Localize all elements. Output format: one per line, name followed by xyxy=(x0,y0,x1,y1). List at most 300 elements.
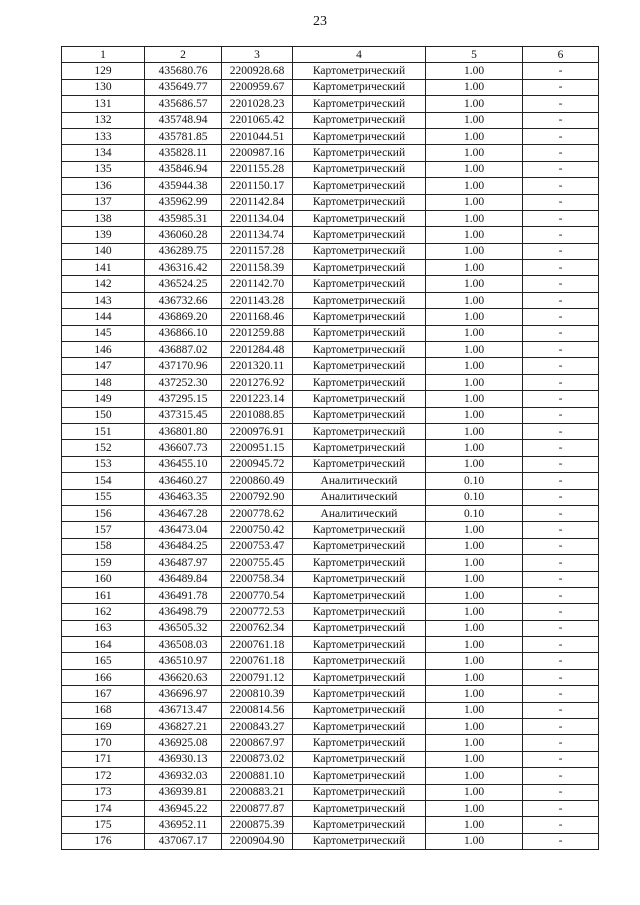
y-coordinate-cell: 2200791.12 xyxy=(222,669,293,685)
y-coordinate-cell: 2200987.16 xyxy=(222,145,293,161)
note-cell: - xyxy=(523,96,599,112)
point-number-cell: 160 xyxy=(62,571,145,587)
y-coordinate-cell: 2201142.84 xyxy=(222,194,293,210)
column-header: 2 xyxy=(145,47,222,63)
x-coordinate-cell: 436498.79 xyxy=(145,604,222,620)
accuracy-cell: 1.00 xyxy=(426,571,523,587)
accuracy-cell: 1.00 xyxy=(426,538,523,554)
table-row xyxy=(62,719,599,735)
y-coordinate-cell: 2200875.39 xyxy=(222,817,293,833)
x-coordinate-cell: 436489.84 xyxy=(145,571,222,587)
point-number-cell: 139 xyxy=(62,227,145,243)
y-coordinate-cell: 2201168.46 xyxy=(222,309,293,325)
table-row xyxy=(62,522,599,538)
x-coordinate-cell: 436289.75 xyxy=(145,243,222,259)
point-number-cell: 171 xyxy=(62,751,145,767)
note-cell: - xyxy=(523,505,599,521)
point-number-cell: 165 xyxy=(62,653,145,669)
table-row xyxy=(62,210,599,226)
note-cell: - xyxy=(523,817,599,833)
note-cell: - xyxy=(523,243,599,259)
method-cell: Картометрический xyxy=(293,669,426,685)
note-cell: - xyxy=(523,751,599,767)
x-coordinate-cell: 436484.25 xyxy=(145,538,222,554)
method-cell: Картометрический xyxy=(293,784,426,800)
method-cell: Аналитический xyxy=(293,473,426,489)
x-coordinate-cell: 436467.28 xyxy=(145,505,222,521)
y-coordinate-cell: 2200945.72 xyxy=(222,456,293,472)
point-number-cell: 167 xyxy=(62,686,145,702)
x-coordinate-cell: 436473.04 xyxy=(145,522,222,538)
method-cell: Картометрический xyxy=(293,145,426,161)
point-number-cell: 162 xyxy=(62,604,145,620)
accuracy-cell: 1.00 xyxy=(426,751,523,767)
method-cell: Картометрический xyxy=(293,227,426,243)
method-cell: Картометрический xyxy=(293,833,426,849)
accuracy-cell: 1.00 xyxy=(426,719,523,735)
point-number-cell: 163 xyxy=(62,620,145,636)
table-row xyxy=(62,784,599,800)
accuracy-cell: 1.00 xyxy=(426,702,523,718)
table-row xyxy=(62,96,599,112)
accuracy-cell: 0.10 xyxy=(426,473,523,489)
table-row xyxy=(62,63,599,79)
method-cell: Картометрический xyxy=(293,63,426,79)
point-number-cell: 137 xyxy=(62,194,145,210)
accuracy-cell: 1.00 xyxy=(426,735,523,751)
point-number-cell: 132 xyxy=(62,112,145,128)
header-row xyxy=(62,47,599,63)
method-cell: Картометрический xyxy=(293,342,426,358)
point-number-cell: 131 xyxy=(62,96,145,112)
y-coordinate-cell: 2201150.17 xyxy=(222,178,293,194)
y-coordinate-cell: 2200762.34 xyxy=(222,620,293,636)
point-number-cell: 138 xyxy=(62,210,145,226)
method-cell: Картометрический xyxy=(293,79,426,95)
accuracy-cell: 1.00 xyxy=(426,309,523,325)
accuracy-cell: 1.00 xyxy=(426,79,523,95)
accuracy-cell: 1.00 xyxy=(426,276,523,292)
x-coordinate-cell: 436930.13 xyxy=(145,751,222,767)
table-row xyxy=(62,751,599,767)
note-cell: - xyxy=(523,309,599,325)
table-row xyxy=(62,735,599,751)
table-row xyxy=(62,309,599,325)
point-number-cell: 152 xyxy=(62,440,145,456)
accuracy-cell: 0.10 xyxy=(426,505,523,521)
x-coordinate-cell: 435846.94 xyxy=(145,161,222,177)
note-cell: - xyxy=(523,374,599,390)
point-number-cell: 151 xyxy=(62,423,145,439)
point-number-cell: 145 xyxy=(62,325,145,341)
x-coordinate-cell: 437315.45 xyxy=(145,407,222,423)
x-coordinate-cell: 435649.77 xyxy=(145,79,222,95)
note-cell: - xyxy=(523,391,599,407)
note-cell: - xyxy=(523,555,599,571)
table-row xyxy=(62,456,599,472)
note-cell: - xyxy=(523,440,599,456)
accuracy-cell: 1.00 xyxy=(426,456,523,472)
point-number-cell: 176 xyxy=(62,833,145,849)
x-coordinate-cell: 435962.99 xyxy=(145,194,222,210)
table-row xyxy=(62,800,599,816)
accuracy-cell: 1.00 xyxy=(426,669,523,685)
method-cell: Картометрический xyxy=(293,735,426,751)
method-cell: Картометрический xyxy=(293,702,426,718)
y-coordinate-cell: 2201276.92 xyxy=(222,374,293,390)
note-cell: - xyxy=(523,161,599,177)
y-coordinate-cell: 2201134.04 xyxy=(222,210,293,226)
table-row xyxy=(62,538,599,554)
point-number-cell: 173 xyxy=(62,784,145,800)
accuracy-cell: 0.10 xyxy=(426,489,523,505)
note-cell: - xyxy=(523,768,599,784)
accuracy-cell: 1.00 xyxy=(426,555,523,571)
note-cell: - xyxy=(523,784,599,800)
y-coordinate-cell: 2200750.42 xyxy=(222,522,293,538)
note-cell: - xyxy=(523,473,599,489)
point-number-cell: 135 xyxy=(62,161,145,177)
note-cell: - xyxy=(523,276,599,292)
note-cell: - xyxy=(523,407,599,423)
point-number-cell: 170 xyxy=(62,735,145,751)
method-cell: Картометрический xyxy=(293,260,426,276)
table-row xyxy=(62,587,599,603)
method-cell: Картометрический xyxy=(293,358,426,374)
accuracy-cell: 1.00 xyxy=(426,604,523,620)
point-number-cell: 134 xyxy=(62,145,145,161)
note-cell: - xyxy=(523,178,599,194)
note-cell: - xyxy=(523,489,599,505)
table-row xyxy=(62,292,599,308)
note-cell: - xyxy=(523,686,599,702)
x-coordinate-cell: 437252.30 xyxy=(145,374,222,390)
y-coordinate-cell: 2201158.39 xyxy=(222,260,293,276)
point-number-cell: 136 xyxy=(62,178,145,194)
accuracy-cell: 1.00 xyxy=(426,522,523,538)
accuracy-cell: 1.00 xyxy=(426,587,523,603)
y-coordinate-cell: 2200881.10 xyxy=(222,768,293,784)
method-cell: Картометрический xyxy=(293,276,426,292)
accuracy-cell: 1.00 xyxy=(426,800,523,816)
accuracy-cell: 1.00 xyxy=(426,358,523,374)
point-number-cell: 155 xyxy=(62,489,145,505)
x-coordinate-cell: 436508.03 xyxy=(145,637,222,653)
y-coordinate-cell: 2200928.68 xyxy=(222,63,293,79)
point-number-cell: 164 xyxy=(62,637,145,653)
table-row xyxy=(62,325,599,341)
method-cell: Картометрический xyxy=(293,817,426,833)
note-cell: - xyxy=(523,292,599,308)
table-row xyxy=(62,342,599,358)
note-cell: - xyxy=(523,637,599,653)
accuracy-cell: 1.00 xyxy=(426,833,523,849)
table-row xyxy=(62,637,599,653)
point-number-cell: 150 xyxy=(62,407,145,423)
note-cell: - xyxy=(523,79,599,95)
table-row xyxy=(62,440,599,456)
method-cell: Картометрический xyxy=(293,653,426,669)
y-coordinate-cell: 2201143.28 xyxy=(222,292,293,308)
table-row xyxy=(62,79,599,95)
method-cell: Картометрический xyxy=(293,407,426,423)
method-cell: Картометрический xyxy=(293,587,426,603)
y-coordinate-cell: 2200951.15 xyxy=(222,440,293,456)
accuracy-cell: 1.00 xyxy=(426,817,523,833)
table-row xyxy=(62,653,599,669)
note-cell: - xyxy=(523,571,599,587)
y-coordinate-cell: 2200860.49 xyxy=(222,473,293,489)
point-number-cell: 141 xyxy=(62,260,145,276)
point-number-cell: 156 xyxy=(62,505,145,521)
y-coordinate-cell: 2200770.54 xyxy=(222,587,293,603)
y-coordinate-cell: 2201223.14 xyxy=(222,391,293,407)
accuracy-cell: 1.00 xyxy=(426,63,523,79)
accuracy-cell: 1.00 xyxy=(426,374,523,390)
method-cell: Аналитический xyxy=(293,489,426,505)
x-coordinate-cell: 436925.08 xyxy=(145,735,222,751)
x-coordinate-cell: 435748.94 xyxy=(145,112,222,128)
x-coordinate-cell: 435686.57 xyxy=(145,96,222,112)
table-row xyxy=(62,358,599,374)
note-cell: - xyxy=(523,342,599,358)
x-coordinate-cell: 436801.80 xyxy=(145,423,222,439)
method-cell: Картометрический xyxy=(293,210,426,226)
method-cell: Картометрический xyxy=(293,456,426,472)
y-coordinate-cell: 2201142.70 xyxy=(222,276,293,292)
note-cell: - xyxy=(523,653,599,669)
note-cell: - xyxy=(523,63,599,79)
method-cell: Картометрический xyxy=(293,637,426,653)
y-coordinate-cell: 2200814.56 xyxy=(222,702,293,718)
point-number-cell: 148 xyxy=(62,374,145,390)
point-number-cell: 172 xyxy=(62,768,145,784)
method-cell: Картометрический xyxy=(293,391,426,407)
x-coordinate-cell: 436487.97 xyxy=(145,555,222,571)
note-cell: - xyxy=(523,423,599,439)
accuracy-cell: 1.00 xyxy=(426,407,523,423)
accuracy-cell: 1.00 xyxy=(426,178,523,194)
method-cell: Картометрический xyxy=(293,309,426,325)
method-cell: Картометрический xyxy=(293,161,426,177)
note-cell: - xyxy=(523,325,599,341)
x-coordinate-cell: 436932.03 xyxy=(145,768,222,784)
x-coordinate-cell: 436866.10 xyxy=(145,325,222,341)
y-coordinate-cell: 2200959.67 xyxy=(222,79,293,95)
note-cell: - xyxy=(523,620,599,636)
y-coordinate-cell: 2200753.47 xyxy=(222,538,293,554)
x-coordinate-cell: 437170.96 xyxy=(145,358,222,374)
accuracy-cell: 1.00 xyxy=(426,128,523,144)
x-coordinate-cell: 436696.97 xyxy=(145,686,222,702)
note-cell: - xyxy=(523,719,599,735)
table-row xyxy=(62,817,599,833)
y-coordinate-cell: 2201259.88 xyxy=(222,325,293,341)
x-coordinate-cell: 436460.27 xyxy=(145,473,222,489)
note-cell: - xyxy=(523,456,599,472)
x-coordinate-cell: 436510.97 xyxy=(145,653,222,669)
note-cell: - xyxy=(523,145,599,161)
note-cell: - xyxy=(523,227,599,243)
y-coordinate-cell: 2201284.48 xyxy=(222,342,293,358)
y-coordinate-cell: 2201088.85 xyxy=(222,407,293,423)
x-coordinate-cell: 435985.31 xyxy=(145,210,222,226)
point-number-cell: 159 xyxy=(62,555,145,571)
coordinates-table xyxy=(61,46,599,850)
note-cell: - xyxy=(523,587,599,603)
coordinates-table-container xyxy=(61,46,598,850)
y-coordinate-cell: 2200758.34 xyxy=(222,571,293,587)
column-header: 5 xyxy=(426,47,523,63)
x-coordinate-cell: 436827.21 xyxy=(145,719,222,735)
table-row xyxy=(62,391,599,407)
note-cell: - xyxy=(523,800,599,816)
table-row xyxy=(62,505,599,521)
method-cell: Картометрический xyxy=(293,522,426,538)
x-coordinate-cell: 436607.73 xyxy=(145,440,222,456)
point-number-cell: 144 xyxy=(62,309,145,325)
accuracy-cell: 1.00 xyxy=(426,440,523,456)
point-number-cell: 157 xyxy=(62,522,145,538)
x-coordinate-cell: 435828.11 xyxy=(145,145,222,161)
x-coordinate-cell: 437067.17 xyxy=(145,833,222,849)
x-coordinate-cell: 436713.47 xyxy=(145,702,222,718)
table-row xyxy=(62,473,599,489)
accuracy-cell: 1.00 xyxy=(426,653,523,669)
note-cell: - xyxy=(523,522,599,538)
y-coordinate-cell: 2200904.90 xyxy=(222,833,293,849)
accuracy-cell: 1.00 xyxy=(426,342,523,358)
point-number-cell: 133 xyxy=(62,128,145,144)
table-row xyxy=(62,260,599,276)
y-coordinate-cell: 2200976.91 xyxy=(222,423,293,439)
y-coordinate-cell: 2201134.74 xyxy=(222,227,293,243)
y-coordinate-cell: 2200810.39 xyxy=(222,686,293,702)
x-coordinate-cell: 436463.35 xyxy=(145,489,222,505)
x-coordinate-cell: 437295.15 xyxy=(145,391,222,407)
note-cell: - xyxy=(523,358,599,374)
table-row xyxy=(62,669,599,685)
x-coordinate-cell: 436060.28 xyxy=(145,227,222,243)
point-number-cell: 140 xyxy=(62,243,145,259)
accuracy-cell: 1.00 xyxy=(426,194,523,210)
method-cell: Картометрический xyxy=(293,555,426,571)
method-cell: Аналитический xyxy=(293,505,426,521)
x-coordinate-cell: 436732.66 xyxy=(145,292,222,308)
point-number-cell: 158 xyxy=(62,538,145,554)
note-cell: - xyxy=(523,128,599,144)
accuracy-cell: 1.00 xyxy=(426,145,523,161)
accuracy-cell: 1.00 xyxy=(426,620,523,636)
table-row xyxy=(62,227,599,243)
method-cell: Картометрический xyxy=(293,800,426,816)
column-header: 6 xyxy=(523,47,599,63)
y-coordinate-cell: 2200778.62 xyxy=(222,505,293,521)
y-coordinate-cell: 2201044.51 xyxy=(222,128,293,144)
y-coordinate-cell: 2200761.18 xyxy=(222,653,293,669)
accuracy-cell: 1.00 xyxy=(426,686,523,702)
x-coordinate-cell: 435680.76 xyxy=(145,63,222,79)
accuracy-cell: 1.00 xyxy=(426,784,523,800)
column-header: 1 xyxy=(62,47,145,63)
table-row xyxy=(62,555,599,571)
table-row xyxy=(62,702,599,718)
note-cell: - xyxy=(523,669,599,685)
point-number-cell: 166 xyxy=(62,669,145,685)
table-row xyxy=(62,833,599,849)
method-cell: Картометрический xyxy=(293,112,426,128)
y-coordinate-cell: 2200877.87 xyxy=(222,800,293,816)
point-number-cell: 143 xyxy=(62,292,145,308)
note-cell: - xyxy=(523,210,599,226)
point-number-cell: 168 xyxy=(62,702,145,718)
x-coordinate-cell: 436620.63 xyxy=(145,669,222,685)
method-cell: Картометрический xyxy=(293,374,426,390)
table-header xyxy=(62,47,599,63)
method-cell: Картометрический xyxy=(293,194,426,210)
note-cell: - xyxy=(523,702,599,718)
table-row xyxy=(62,489,599,505)
accuracy-cell: 1.00 xyxy=(426,292,523,308)
y-coordinate-cell: 2200883.21 xyxy=(222,784,293,800)
method-cell: Картометрический xyxy=(293,178,426,194)
point-number-cell: 146 xyxy=(62,342,145,358)
accuracy-cell: 1.00 xyxy=(426,637,523,653)
y-coordinate-cell: 2200867.97 xyxy=(222,735,293,751)
method-cell: Картометрический xyxy=(293,128,426,144)
accuracy-cell: 1.00 xyxy=(426,96,523,112)
note-cell: - xyxy=(523,112,599,128)
page-number: 23 xyxy=(313,14,327,29)
column-header: 3 xyxy=(222,47,293,63)
table-row xyxy=(62,604,599,620)
method-cell: Картометрический xyxy=(293,620,426,636)
point-number-cell: 129 xyxy=(62,63,145,79)
method-cell: Картометрический xyxy=(293,571,426,587)
table-row xyxy=(62,276,599,292)
point-number-cell: 147 xyxy=(62,358,145,374)
x-coordinate-cell: 435781.85 xyxy=(145,128,222,144)
x-coordinate-cell: 436887.02 xyxy=(145,342,222,358)
note-cell: - xyxy=(523,260,599,276)
table-row xyxy=(62,243,599,259)
point-number-cell: 161 xyxy=(62,587,145,603)
accuracy-cell: 1.00 xyxy=(426,243,523,259)
accuracy-cell: 1.00 xyxy=(426,227,523,243)
method-cell: Картометрический xyxy=(293,719,426,735)
method-cell: Картометрический xyxy=(293,751,426,767)
x-coordinate-cell: 436524.25 xyxy=(145,276,222,292)
accuracy-cell: 1.00 xyxy=(426,325,523,341)
table-row xyxy=(62,145,599,161)
accuracy-cell: 1.00 xyxy=(426,210,523,226)
accuracy-cell: 1.00 xyxy=(426,112,523,128)
note-cell: - xyxy=(523,735,599,751)
table-row xyxy=(62,768,599,784)
x-coordinate-cell: 436491.78 xyxy=(145,587,222,603)
table-row xyxy=(62,686,599,702)
table-row xyxy=(62,423,599,439)
accuracy-cell: 1.00 xyxy=(426,260,523,276)
table-row xyxy=(62,128,599,144)
x-coordinate-cell: 435944.38 xyxy=(145,178,222,194)
note-cell: - xyxy=(523,538,599,554)
note-cell: - xyxy=(523,833,599,849)
x-coordinate-cell: 436952.11 xyxy=(145,817,222,833)
method-cell: Картометрический xyxy=(293,686,426,702)
accuracy-cell: 1.00 xyxy=(426,423,523,439)
y-coordinate-cell: 2200843.27 xyxy=(222,719,293,735)
